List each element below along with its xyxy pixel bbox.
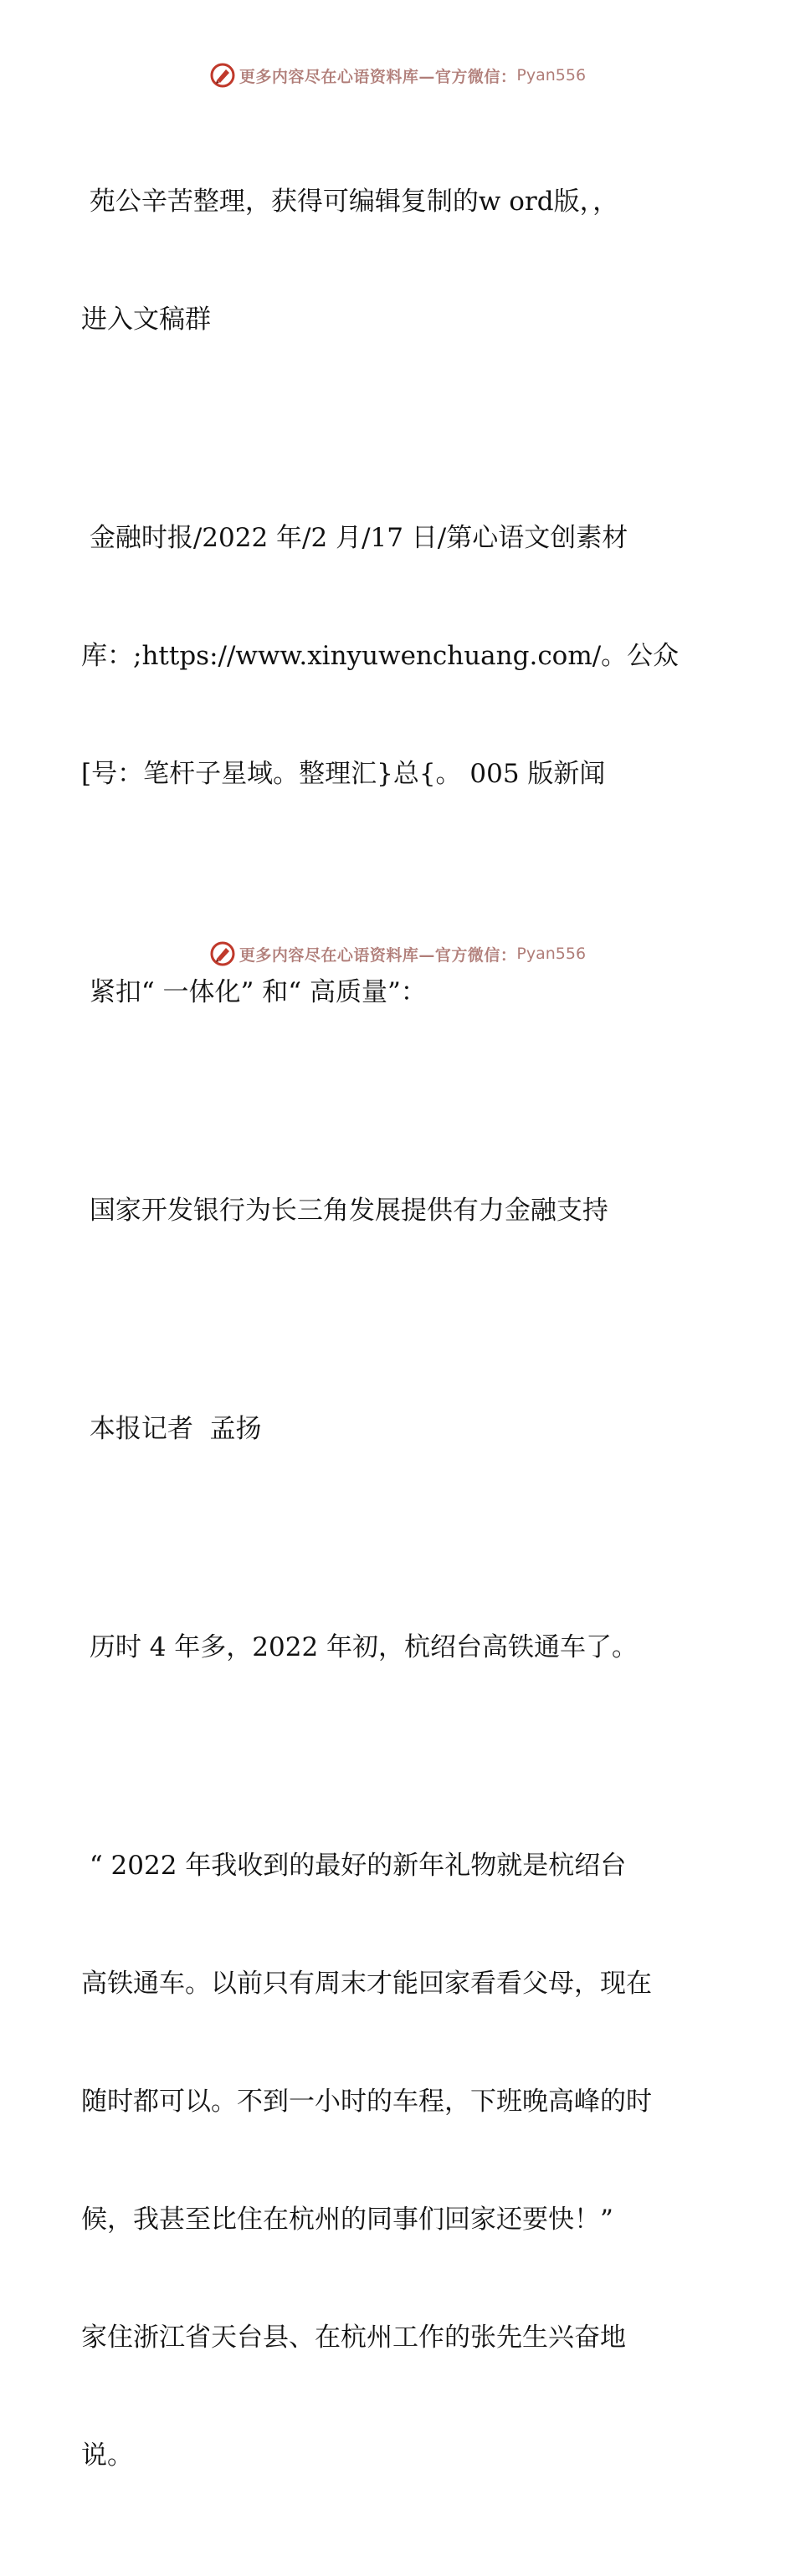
- text-line: 说。: [81, 2440, 133, 2471]
- paragraph-headline: [81, 1113, 717, 1309]
- paragraph-headline-kicker: [81, 894, 717, 1091]
- pen-logo-icon: [209, 62, 236, 89]
- footer-watermark-banner: [0, 937, 795, 970]
- text-line: 紧扣“ 一体化” 和“ 高质量”：: [81, 977, 427, 1007]
- text-line: [号：笔杆子星域。整理汇}总{。 005 版新闻: [81, 759, 606, 789]
- text-line: 进入文稿群: [81, 305, 211, 335]
- text-line: 历时 4 年多，2022 年初，杭绍台高铁通车了。: [81, 1632, 639, 1662]
- text-line: 家住浙江省天台县、在杭州工作的张先生兴奋地: [81, 2322, 626, 2353]
- watermark-wechat-id: Pyan556: [516, 945, 587, 963]
- watermark-wechat-id: Pyan556: [516, 66, 587, 85]
- text-line: 候，我甚至比住在杭州的同事们回家还要快！”: [81, 2205, 613, 2235]
- pen-logo-icon: [209, 940, 236, 967]
- text-line: 金融时报/2022 年/2 月/17 日/第心语文创素材: [81, 523, 628, 553]
- watermark-text: 更多内容尽在心语资料库—官方微信：: [238, 945, 517, 965]
- text-line: 国家开发银行为长三角发展提供有力金融支持: [81, 1196, 608, 1226]
- paragraph-quote: [81, 1768, 717, 2554]
- paragraph-source: [81, 440, 717, 873]
- paragraph-lead: [81, 1549, 717, 1746]
- header-watermark-banner: [0, 59, 795, 92]
- text-line: 随时都可以。不到一小时的车程，下班晚高峰的时: [81, 2087, 652, 2117]
- text-line: 本报记者 孟扬: [81, 1414, 262, 1444]
- watermark-text: 更多内容尽在心语资料库—官方微信：: [238, 67, 517, 86]
- text-line: 库：;https://www.xinyuwenchuang.com/。公众: [81, 641, 680, 671]
- text-line: 高铁通车。以前只有周末才能回家看看父母，现在: [81, 1969, 652, 1999]
- text-line: 苑公辛苦整理，获得可编辑复制的w ord版，，: [81, 187, 619, 217]
- paragraph-byline: [81, 1331, 717, 1528]
- document-body: [81, 104, 717, 2576]
- text-line: “ 2022 年我收到的最好的新年礼物就是杭绍台: [81, 1851, 627, 1881]
- paragraph-intro-note: [81, 104, 717, 418]
